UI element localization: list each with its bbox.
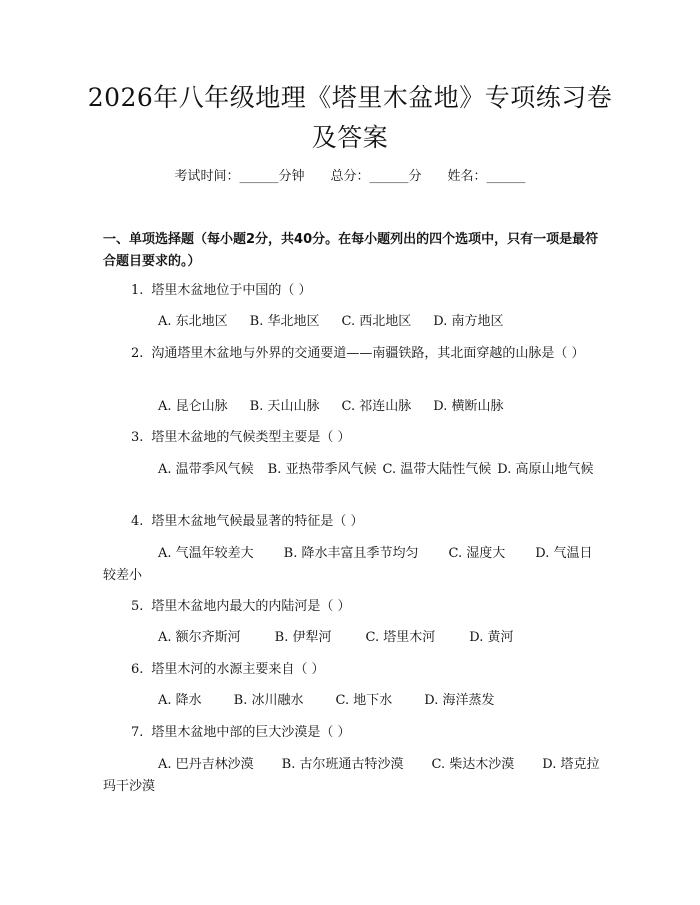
option-b: B. 冰川融水 <box>233 693 304 708</box>
option-c: C. 温带大陆性气候 <box>382 462 492 477</box>
question-number: 4. <box>131 514 144 529</box>
question-3-options <box>103 459 603 481</box>
option-d: D. 南方地区 <box>433 314 504 329</box>
question-text: 塔里木盆地中部的巨大沙漠是（ ） <box>151 725 351 740</box>
option-b: B. 降水丰富且季节均匀 <box>283 546 419 561</box>
option-c: C. 地下水 <box>335 693 393 708</box>
question-2-options <box>103 396 603 418</box>
document-title: 2026年八年级地理《塔里木盆地》专项练习卷及答案 <box>87 83 613 152</box>
option-b: B. 古尔班通古特沙漠 <box>281 757 404 772</box>
question-text: 塔里木盆地气候最显著的特征是（ ） <box>151 514 364 529</box>
section-heading: 一、单项选择题（每小题2分，共40分。在每小题列出的四个选项中，只有一项是最符合题目要求的。） <box>103 232 599 269</box>
question-number: 3. <box>131 430 144 445</box>
exam-meta-line <box>0 167 700 187</box>
option-d: D. 黄河 <box>469 630 514 645</box>
time-blank: ______ <box>239 169 279 184</box>
question-6-options <box>103 690 603 712</box>
option-d: D. 横断山脉 <box>433 399 504 414</box>
question-text: 塔里木盆地的气候类型主要是（ ） <box>151 430 351 445</box>
option-a: A. 降水 <box>158 693 202 708</box>
option-b: B. 天山山脉 <box>249 399 320 414</box>
time-label: 考试时间： <box>174 169 240 184</box>
question-1-options <box>103 311 603 333</box>
question-4-options <box>103 543 603 587</box>
option-d: D. 高原山地气候 <box>497 462 594 477</box>
option-b: B. 华北地区 <box>249 314 320 329</box>
question-number: 7. <box>131 725 144 740</box>
option-d: D. 气温日较差小 <box>103 546 593 583</box>
option-d: D. 海洋蒸发 <box>424 693 495 708</box>
option-c: C. 祁连山脉 <box>341 399 412 414</box>
option-a: A. 巴丹吉林沙漠 <box>158 757 254 772</box>
option-b: B. 伊犁河 <box>274 630 332 645</box>
name-label: 姓名： <box>447 169 487 184</box>
question-text: 塔里木盆地内最大的内陆河是（ ） <box>151 599 351 614</box>
question-5-options <box>103 627 603 649</box>
question-4 <box>103 511 603 533</box>
score-label: 总分： <box>330 169 370 184</box>
score-unit: 分 <box>408 169 422 184</box>
question-1 <box>103 280 603 302</box>
question-text: 塔里木河的水源主要来自（ ） <box>151 662 325 677</box>
question-number: 1. <box>131 283 144 298</box>
option-c: C. 柴达木沙漠 <box>431 757 515 772</box>
time-unit: 分钟 <box>278 169 305 184</box>
question-number: 6. <box>131 662 144 677</box>
option-a: A. 昆仑山脉 <box>158 399 228 414</box>
option-a: A. 温带季风气候 <box>158 462 254 477</box>
question-7-options <box>103 754 603 798</box>
question-number: 2. <box>131 346 144 361</box>
question-7 <box>103 722 603 744</box>
option-a: A. 额尔齐斯河 <box>158 630 241 645</box>
option-a: A. 气温年较差大 <box>158 546 254 561</box>
question-text: 沟通塔里木盆地与外界的交通要道——南疆铁路，其北面穿越的山脉是（ ） <box>151 346 585 361</box>
score-blank: ______ <box>369 169 409 184</box>
question-2 <box>103 343 603 365</box>
question-number: 5. <box>131 599 144 614</box>
option-c: C. 湿度大 <box>448 546 506 561</box>
question-3 <box>103 427 603 449</box>
option-c: C. 西北地区 <box>341 314 412 329</box>
name-blank: ______ <box>486 169 526 184</box>
option-d: D. 塔克拉玛干沙漠 <box>103 757 600 794</box>
option-b: B. 亚热带季风气候 <box>267 462 377 477</box>
question-5 <box>103 596 603 618</box>
option-a: A. 东北地区 <box>158 314 228 329</box>
question-text: 塔里木盆地位于中国的（ ） <box>151 283 312 298</box>
option-c: C. 塔里木河 <box>365 630 436 645</box>
question-6 <box>103 659 603 681</box>
